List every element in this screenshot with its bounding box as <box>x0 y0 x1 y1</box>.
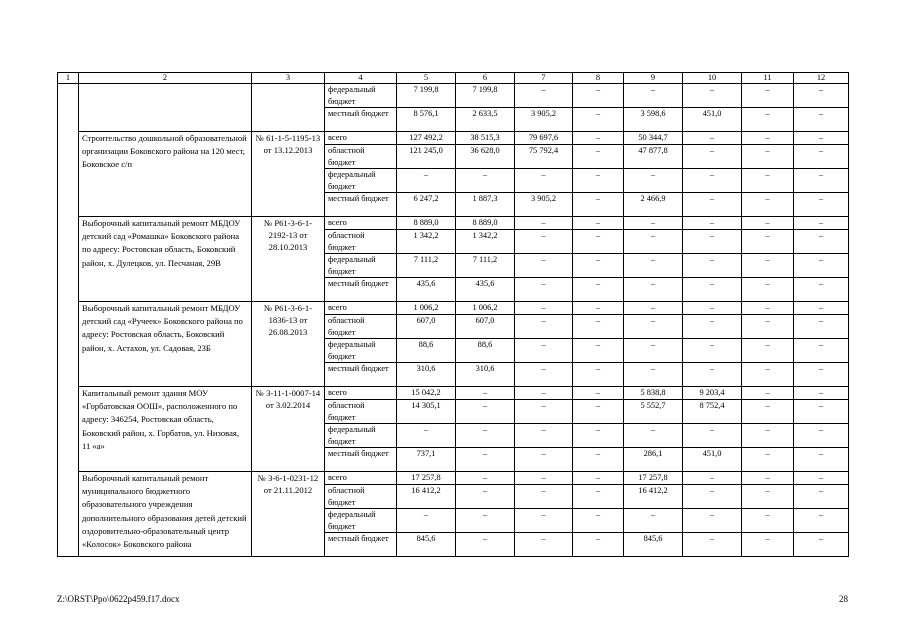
value-cell: – <box>456 485 515 509</box>
value-cell: – <box>742 448 794 472</box>
funding-source: федеральный бюджет <box>325 339 397 363</box>
value-cell: – <box>683 145 742 169</box>
value-cell: – <box>573 169 624 193</box>
value-cell: 1 006,2 <box>456 302 515 315</box>
footer-file-path: Z:\ORST\Ppo\0622p459.f17.docx <box>57 594 180 604</box>
value-cell: – <box>742 302 794 315</box>
value-cell: – <box>683 217 742 230</box>
value-cell: – <box>573 193 624 217</box>
value-cell: – <box>573 509 624 533</box>
funding-source: местный бюджет <box>325 108 397 132</box>
value-cell: – <box>683 363 742 387</box>
value-cell: 121 245,0 <box>397 145 456 169</box>
value-cell: 3 598,6 <box>624 108 683 132</box>
value-cell: – <box>624 230 683 254</box>
value-cell: – <box>683 302 742 315</box>
value-cell: – <box>624 278 683 302</box>
value-cell: – <box>683 254 742 278</box>
document-number: № Р61-3-6-1-1836-13 от 26.08.2013 <box>252 302 325 387</box>
value-cell: – <box>624 509 683 533</box>
object-name: Строительство дошкольной образовательной организации Боковского района на 120 мест, Боковское с/п <box>79 132 252 217</box>
value-cell: 14 305,1 <box>397 400 456 424</box>
funding-source: федеральный бюджет <box>325 424 397 448</box>
table-row <box>58 472 849 485</box>
value-cell: 607,0 <box>456 315 515 339</box>
value-cell: – <box>573 254 624 278</box>
value-cell: – <box>742 84 794 108</box>
value-cell: – <box>742 339 794 363</box>
value-cell: – <box>515 448 573 472</box>
value-cell: – <box>573 424 624 448</box>
value-cell: – <box>515 485 573 509</box>
value-cell: – <box>683 424 742 448</box>
value-cell: – <box>742 230 794 254</box>
value-cell: – <box>515 424 573 448</box>
value-cell: 5 838,8 <box>624 387 683 400</box>
column-number: 6 <box>456 73 515 84</box>
value-cell: 8 576,1 <box>397 108 456 132</box>
value-cell: 17 257,8 <box>624 472 683 485</box>
value-cell: – <box>624 254 683 278</box>
row-number-cell <box>58 84 79 557</box>
document-cell <box>252 84 325 132</box>
value-cell: – <box>573 533 624 557</box>
value-cell: 47 877,8 <box>624 145 683 169</box>
column-number: 5 <box>397 73 456 84</box>
value-cell: – <box>683 533 742 557</box>
funding-source: федеральный бюджет <box>325 509 397 533</box>
value-cell: 451,0 <box>683 448 742 472</box>
value-cell: – <box>456 387 515 400</box>
value-cell: – <box>742 509 794 533</box>
value-cell: – <box>683 169 742 193</box>
value-cell: – <box>624 302 683 315</box>
table-row <box>58 302 849 315</box>
value-cell: 1 006,2 <box>397 302 456 315</box>
value-cell: – <box>683 230 742 254</box>
object-cell <box>79 84 252 132</box>
funding-source: федеральный бюджет <box>325 254 397 278</box>
value-cell: – <box>794 302 849 315</box>
value-cell: – <box>794 108 849 132</box>
funding-source: областной бюджет <box>325 145 397 169</box>
value-cell: – <box>794 278 849 302</box>
funding-source: местный бюджет <box>325 363 397 387</box>
page-number: 28 <box>839 594 848 604</box>
value-cell: 7 111,2 <box>397 254 456 278</box>
value-cell: 88,6 <box>397 339 456 363</box>
column-number: 3 <box>252 73 325 84</box>
column-number: 1 <box>58 73 79 84</box>
value-cell: – <box>794 132 849 145</box>
funding-source: всего <box>325 387 397 400</box>
value-cell: – <box>573 448 624 472</box>
value-cell: – <box>742 217 794 230</box>
value-cell: – <box>573 230 624 254</box>
value-cell: – <box>397 424 456 448</box>
value-cell: – <box>515 363 573 387</box>
value-cell: – <box>624 424 683 448</box>
value-cell: 9 203,4 <box>683 387 742 400</box>
value-cell: – <box>624 339 683 363</box>
document-number: № 3-6-1-0231-12 от 21.11.2012 <box>252 472 325 557</box>
funding-source: федеральный бюджет <box>325 84 397 108</box>
value-cell: – <box>742 145 794 169</box>
value-cell: – <box>573 145 624 169</box>
value-cell: – <box>794 424 849 448</box>
value-cell: – <box>515 302 573 315</box>
value-cell: – <box>683 339 742 363</box>
value-cell: 1 342,2 <box>456 230 515 254</box>
value-cell: – <box>515 278 573 302</box>
value-cell: 16 412,2 <box>624 485 683 509</box>
value-cell: – <box>742 485 794 509</box>
value-cell: 88,6 <box>456 339 515 363</box>
value-cell: – <box>515 254 573 278</box>
value-cell: – <box>794 387 849 400</box>
value-cell: – <box>742 132 794 145</box>
value-cell: – <box>794 145 849 169</box>
value-cell: 5 552,7 <box>624 400 683 424</box>
budget-table <box>57 72 849 557</box>
value-cell: 3 905,2 <box>515 193 573 217</box>
value-cell: – <box>742 193 794 217</box>
value-cell: – <box>515 315 573 339</box>
value-cell: – <box>456 472 515 485</box>
value-cell: – <box>683 193 742 217</box>
funding-source: областной бюджет <box>325 230 397 254</box>
value-cell: – <box>794 254 849 278</box>
value-cell: – <box>742 387 794 400</box>
value-cell: – <box>573 472 624 485</box>
column-number: 10 <box>683 73 742 84</box>
value-cell: – <box>794 217 849 230</box>
value-cell: 310,6 <box>456 363 515 387</box>
value-cell: – <box>397 509 456 533</box>
value-cell: 17 257,8 <box>397 472 456 485</box>
value-cell: 6 247,2 <box>397 193 456 217</box>
value-cell: – <box>573 339 624 363</box>
value-cell: – <box>573 315 624 339</box>
document-number: № 3-11-1-0007-14 от 3.02.2014 <box>252 387 325 472</box>
value-cell: – <box>573 387 624 400</box>
value-cell: – <box>515 400 573 424</box>
value-cell: – <box>794 169 849 193</box>
value-cell: 737,1 <box>397 448 456 472</box>
value-cell: – <box>683 315 742 339</box>
value-cell: – <box>742 278 794 302</box>
value-cell: – <box>515 84 573 108</box>
value-cell: 75 792,4 <box>515 145 573 169</box>
value-cell: – <box>624 84 683 108</box>
value-cell: – <box>794 84 849 108</box>
table-row <box>58 387 849 400</box>
value-cell: – <box>515 472 573 485</box>
value-cell: 127 492,2 <box>397 132 456 145</box>
value-cell: 8 752,4 <box>683 400 742 424</box>
value-cell: – <box>794 315 849 339</box>
value-cell: – <box>794 363 849 387</box>
value-cell: – <box>456 533 515 557</box>
funding-source: всего <box>325 132 397 145</box>
value-cell: 2 466,9 <box>624 193 683 217</box>
value-cell: – <box>742 472 794 485</box>
value-cell: – <box>742 363 794 387</box>
value-cell: – <box>683 509 742 533</box>
value-cell: – <box>573 278 624 302</box>
value-cell: 1 887,3 <box>456 193 515 217</box>
value-cell: – <box>683 472 742 485</box>
value-cell: 15 042,2 <box>397 387 456 400</box>
value-cell: 7 199,8 <box>397 84 456 108</box>
column-number: 9 <box>624 73 683 84</box>
value-cell: – <box>794 485 849 509</box>
value-cell: – <box>515 230 573 254</box>
value-cell: – <box>397 169 456 193</box>
value-cell: – <box>683 84 742 108</box>
value-cell: – <box>573 363 624 387</box>
table-row <box>58 132 849 145</box>
value-cell: 845,6 <box>624 533 683 557</box>
value-cell: – <box>456 169 515 193</box>
value-cell: – <box>794 230 849 254</box>
value-cell: 79 697,6 <box>515 132 573 145</box>
object-name: Капитальный ремонт здания МОУ «Горбатовская ООШ», расположенного по адресу: 346254, Ростовская область, Боковский район, х. Горбатов, ул. Низовая, 11 «а» <box>79 387 252 472</box>
table-row <box>58 84 849 108</box>
value-cell: – <box>742 169 794 193</box>
value-cell: – <box>515 217 573 230</box>
value-cell: – <box>742 315 794 339</box>
value-cell: 36 628,0 <box>456 145 515 169</box>
value-cell: 50 344,7 <box>624 132 683 145</box>
funding-source: областной бюджет <box>325 315 397 339</box>
column-number: 4 <box>325 73 397 84</box>
value-cell: – <box>794 339 849 363</box>
value-cell: – <box>683 132 742 145</box>
object-name: Выборочный капитальный ремонт муниципального бюджетного образовательного учреждения дополнительного образования детей детский оздоровительно-образовательный центр «Колосок» Боковского района <box>79 472 252 557</box>
value-cell: 2 633,5 <box>456 108 515 132</box>
funding-source: местный бюджет <box>325 193 397 217</box>
document-number: № Р61-3-6-1-2192-13 от 28.10.2013 <box>252 217 325 302</box>
document-number: № 61-1-5-1195-13 от 13.12.2013 <box>252 132 325 217</box>
value-cell: – <box>515 339 573 363</box>
value-cell: – <box>573 108 624 132</box>
value-cell: – <box>683 278 742 302</box>
value-cell: – <box>624 363 683 387</box>
funding-source: местный бюджет <box>325 278 397 302</box>
value-cell: – <box>515 509 573 533</box>
value-cell: 435,6 <box>456 278 515 302</box>
value-cell: – <box>573 84 624 108</box>
value-cell: 16 412,2 <box>397 485 456 509</box>
value-cell: – <box>794 193 849 217</box>
value-cell: – <box>624 169 683 193</box>
value-cell: – <box>794 448 849 472</box>
value-cell: 8 889,0 <box>456 217 515 230</box>
object-name: Выборочный капитальный ремонт МБДОУ детский сад «Ручеек» Боковского района по адресу: Ростовская область, Боковский район, х. Астахов, ул. Садовая, 23Б <box>79 302 252 387</box>
value-cell: – <box>573 400 624 424</box>
column-number: 7 <box>515 73 573 84</box>
value-cell: – <box>573 485 624 509</box>
value-cell: 845,6 <box>397 533 456 557</box>
value-cell: – <box>515 387 573 400</box>
value-cell: – <box>794 400 849 424</box>
funding-source: федеральный бюджет <box>325 169 397 193</box>
funding-source: областной бюджет <box>325 400 397 424</box>
value-cell: – <box>794 472 849 485</box>
column-number: 2 <box>79 73 252 84</box>
value-cell: 286,1 <box>624 448 683 472</box>
value-cell: – <box>515 169 573 193</box>
value-cell: 7 111,2 <box>456 254 515 278</box>
object-name: Выборочный капитальный ремонт МБДОУ детский сад «Ромашка» Боковского района по адресу: Ростовская область, Боковский район, х. Дулецков, ул. Песчаная, 29В <box>79 217 252 302</box>
funding-source: всего <box>325 217 397 230</box>
value-cell: 607,0 <box>397 315 456 339</box>
value-cell: – <box>456 448 515 472</box>
funding-source: местный бюджет <box>325 533 397 557</box>
value-cell: – <box>742 424 794 448</box>
value-cell: – <box>624 315 683 339</box>
column-number: 8 <box>573 73 624 84</box>
value-cell: – <box>624 217 683 230</box>
funding-source: областной бюджет <box>325 485 397 509</box>
table-row <box>58 217 849 230</box>
value-cell: – <box>742 254 794 278</box>
column-number-row <box>58 73 849 84</box>
value-cell: – <box>573 302 624 315</box>
value-cell: – <box>742 400 794 424</box>
value-cell: 310,6 <box>397 363 456 387</box>
value-cell: 8 889,0 <box>397 217 456 230</box>
value-cell: 451,0 <box>683 108 742 132</box>
column-number: 12 <box>794 73 849 84</box>
value-cell: – <box>515 533 573 557</box>
column-number: 11 <box>742 73 794 84</box>
value-cell: 3 905,2 <box>515 108 573 132</box>
value-cell: 7 199,8 <box>456 84 515 108</box>
value-cell: 38 515,3 <box>456 132 515 145</box>
value-cell: – <box>683 485 742 509</box>
funding-source: всего <box>325 472 397 485</box>
value-cell: – <box>456 509 515 533</box>
funding-source: местный бюджет <box>325 448 397 472</box>
value-cell: – <box>456 424 515 448</box>
value-cell: – <box>794 533 849 557</box>
value-cell: – <box>573 217 624 230</box>
value-cell: – <box>742 108 794 132</box>
value-cell: 435,6 <box>397 278 456 302</box>
value-cell: – <box>573 132 624 145</box>
funding-source: всего <box>325 302 397 315</box>
value-cell: – <box>456 400 515 424</box>
value-cell: – <box>794 509 849 533</box>
value-cell: – <box>742 533 794 557</box>
value-cell: 1 342,2 <box>397 230 456 254</box>
